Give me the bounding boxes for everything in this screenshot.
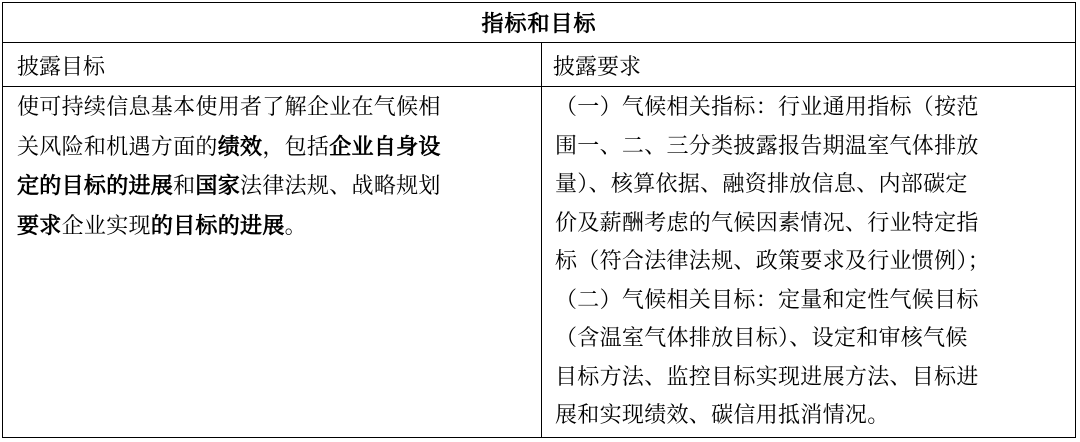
objective-cell: [17, 89, 535, 246]
bold-text-segment: 企业自身设: [329, 133, 441, 160]
requirements-cell: [555, 89, 1071, 436]
column-divider: [541, 43, 542, 437]
table-title: 指标和目标: [3, 3, 1075, 43]
text-segment: 和: [173, 174, 196, 199]
text-segment: ，包括: [262, 134, 330, 160]
requirement-line: 目标方法、监控目标实现进展方法、目标进: [555, 364, 979, 390]
text-segment: 。: [284, 213, 307, 239]
requirement-line: 价及薪酬考虑的气候因素情况、行业特定指: [555, 210, 979, 236]
objective-line: [17, 167, 535, 207]
objective-line: [17, 89, 535, 128]
objective-line: [17, 128, 535, 168]
bold-text-segment: 的目标的进展: [150, 212, 285, 239]
requirement-line: （含温室气体排放目标）、设定和审核气候: [555, 326, 968, 351]
text-segment: 关风险和机遇方面的: [17, 134, 218, 160]
bold-text-segment: 要求: [17, 212, 62, 239]
requirement-line: （二）气候相关目标：定量和定性气候目标: [555, 287, 979, 313]
requirement-line: 标（符合法律法规、政策要求及行业惯例）；: [555, 249, 991, 274]
bold-text-segment: 定的目标的进展: [17, 173, 174, 199]
requirement-line: 围一、二、三分类披露报告期温室气体排放: [555, 133, 979, 159]
header-disclosure-requirements: 披露要求: [553, 54, 642, 80]
header-disclosure-objective: 披露目标: [17, 54, 106, 80]
text-segment: 使可持续信息基本使用者了解企业在气候相: [17, 95, 441, 120]
requirement-line: 展和实现绩效、碳信用抵消情况。: [555, 403, 890, 428]
bold-text-segment: 国家: [195, 173, 241, 199]
table-header-row: [3, 43, 1075, 87]
requirement-line: 量）、核算依据、融资排放信息、内部碳定: [555, 172, 968, 197]
text-segment: 法律法规、战略规划: [240, 174, 441, 199]
indicators-targets-table: [2, 2, 1076, 438]
requirement-line: （一）气候相关指标：行业通用指标（按范: [555, 95, 979, 120]
objective-line: [17, 207, 535, 247]
bold-text-segment: 绩效: [217, 133, 263, 160]
text-segment: 企业实现: [61, 213, 151, 239]
